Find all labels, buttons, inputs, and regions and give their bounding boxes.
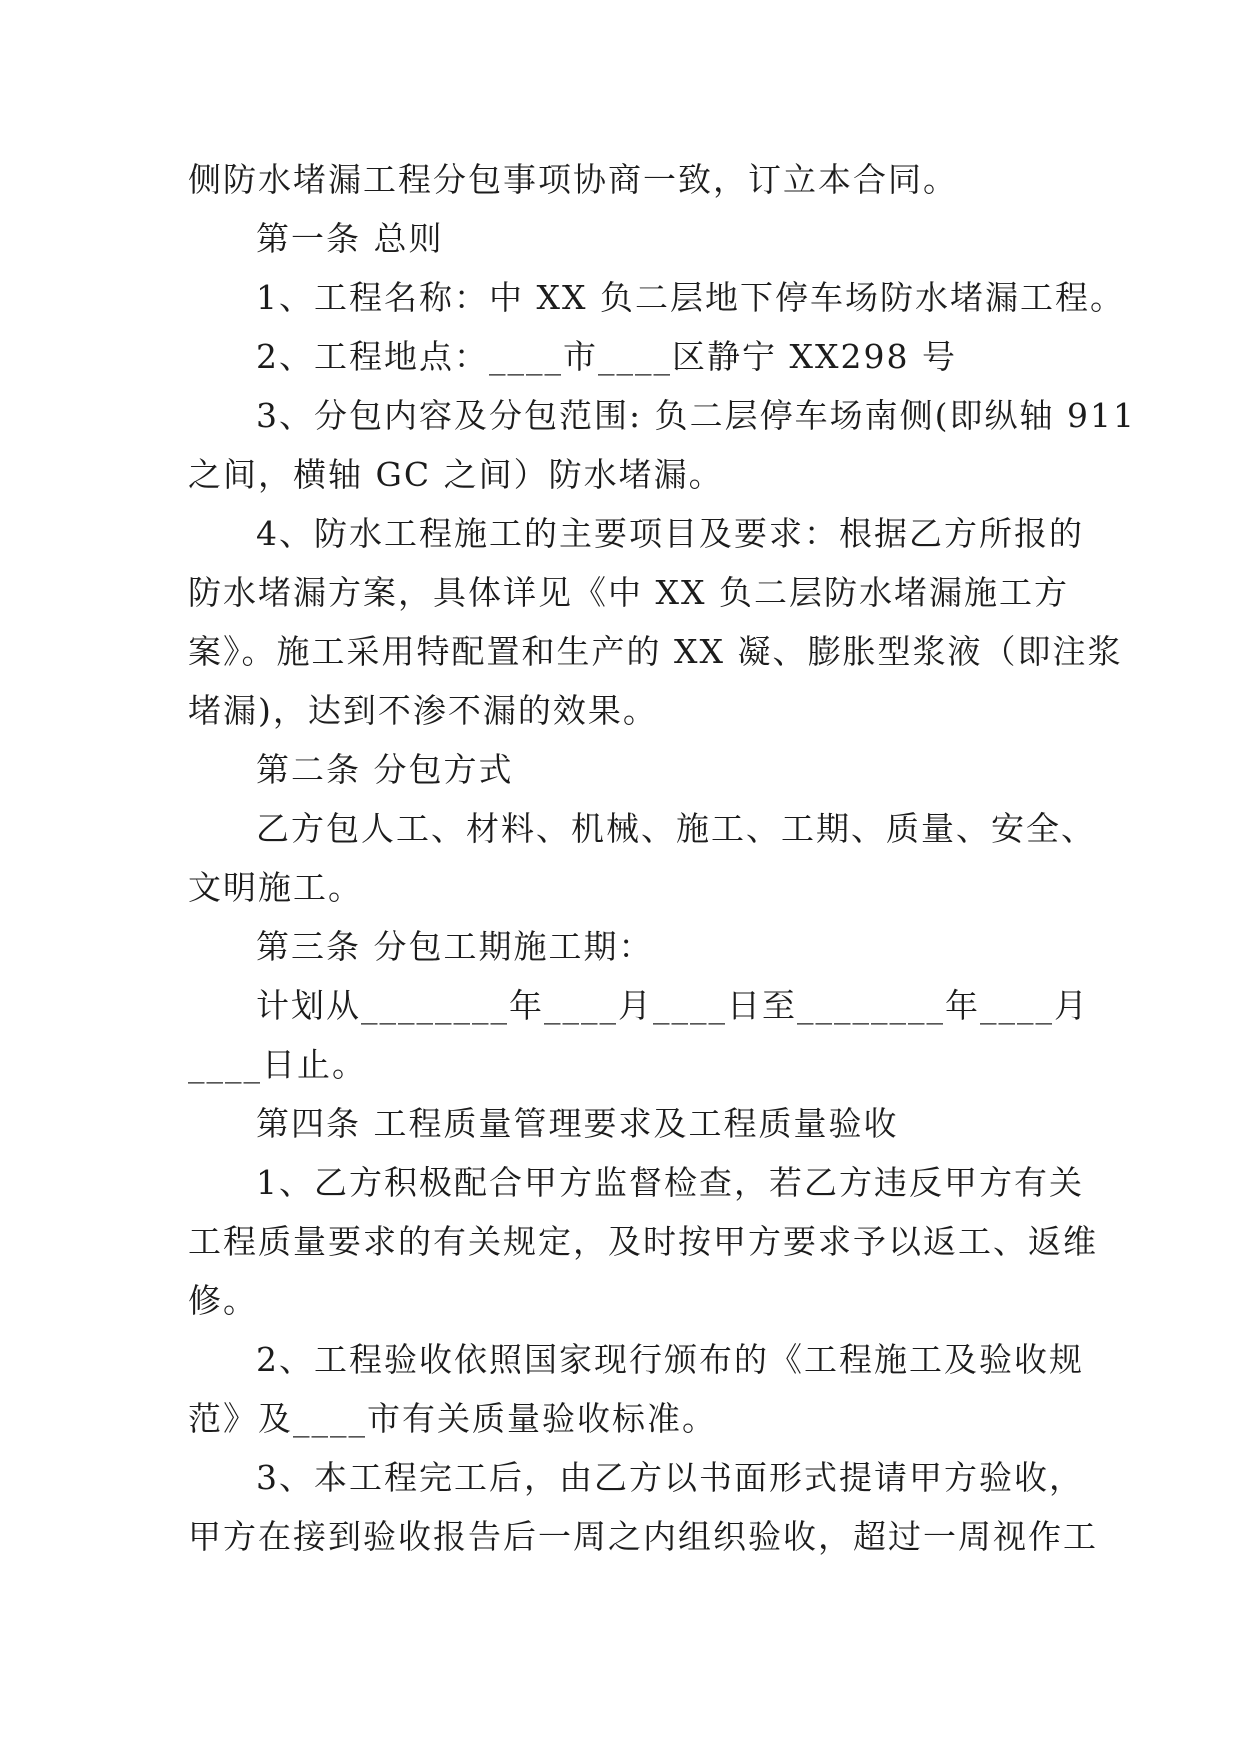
text-line: 防水堵漏方案，具体详见《中 XX 负二层防水堵漏施工方 — [188, 573, 1069, 612]
section-heading: 第二条 分包方式 — [256, 750, 514, 789]
document-body — [188, 150, 1136, 1566]
text-line: 堵漏)，达到不渗不漏的效果。 — [188, 691, 658, 730]
text-line: 甲方在接到验收报告后一周之内组织验收，超过一周视作工 — [188, 1517, 1098, 1556]
text-line: 工程质量要求的有关规定，及时按甲方要求予以返工、返维 — [188, 1222, 1098, 1261]
text-line: 乙方包人工、材料、机械、施工、工期、质量、安全、 — [256, 809, 1096, 848]
text-line: 2、工程验收依照国家现行颁布的《工程施工及验收规 — [256, 1340, 1084, 1379]
section-heading: 第四条 工程质量管理要求及工程质量验收 — [256, 1104, 899, 1143]
text-line: 1、工程名称：中 XX 负二层地下停车场防水堵漏工程。 — [256, 278, 1125, 317]
text-line: 3、分包内容及分包范围: 负二层停车场南侧(即纵轴 911 — [256, 396, 1136, 435]
text-line: 1、乙方积极配合甲方监督检查，若乙方违反甲方有关 — [256, 1163, 1084, 1202]
text-line: 范》及____市有关质量验收标准。 — [188, 1399, 717, 1438]
text-line: 计划从________年____月____日至________年____月 — [256, 986, 1089, 1025]
text-line: 修。 — [188, 1281, 258, 1320]
text-line: 案》。施工采用特配置和生产的 XX 凝、膨胀型浆液（即注浆 — [188, 632, 1123, 671]
text-line: 3、本工程完工后，由乙方以书面形式提请甲方验收， — [256, 1458, 1084, 1497]
text-line: 侧防水堵漏工程分包事项协商一致，订立本合同。 — [188, 160, 958, 199]
text-line: 文明施工。 — [188, 868, 363, 907]
text-line: 4、防水工程施工的主要项目及要求：根据乙方所报的 — [256, 514, 1084, 553]
section-heading: 第一条 总则 — [256, 219, 444, 258]
text-line: 之间，横轴 GC 之间）防水堵漏。 — [188, 455, 724, 494]
text-line: ____日止。 — [188, 1045, 367, 1084]
text-line: 2、工程地点：____市____区静宁 XX298 号 — [256, 337, 957, 376]
section-heading: 第三条 分包工期施工期： — [256, 927, 654, 966]
